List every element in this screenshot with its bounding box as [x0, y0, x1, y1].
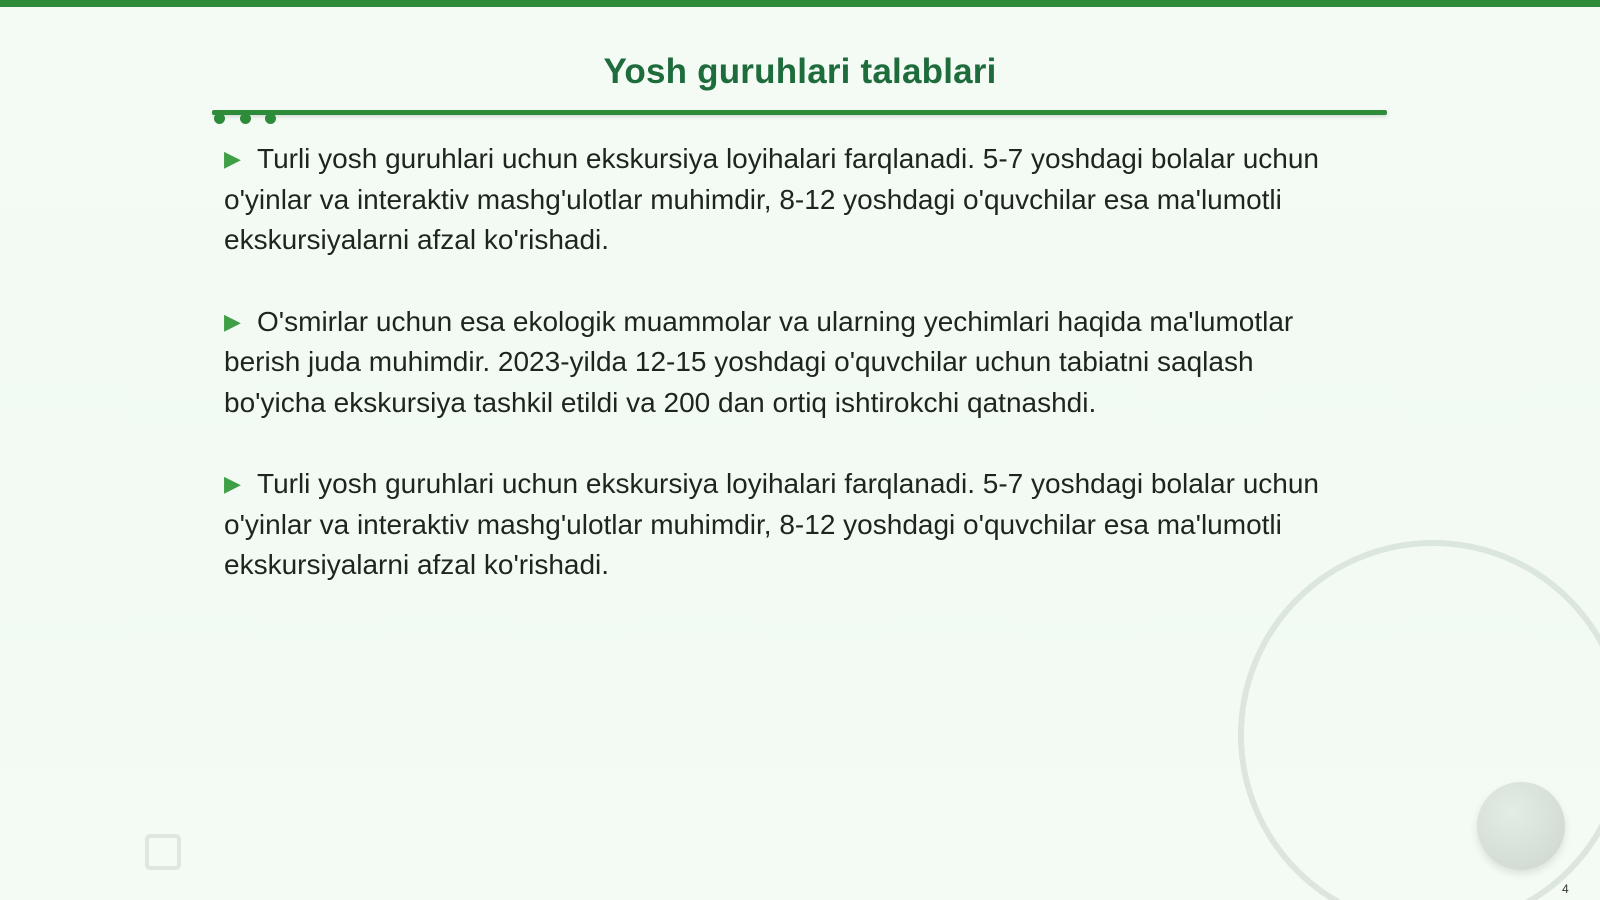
bullet-arrow-icon: ▶ [224, 308, 241, 334]
top-accent-bar [0, 0, 1600, 7]
bullet-text: Turli yosh guruhlari uchun ekskursiya loyihalari farqlanadi. 5-7 yoshdagi bolalar uchun o'yinlar va interaktiv mashg'ulotlar muhimdir, 8-12 yoshdagi o'quvchilar esa ma'lumotli ekskursiyalarni afzal ko'rishadi. [224, 143, 1319, 255]
bullet-paragraph [224, 139, 1344, 261]
bullet-text: O'smirlar uchun esa ekologik muammolar va ularning yechimlari haqida ma'lumotlar berish juda muhimdir. 2023-yilda 12-15 yoshdagi o'quvchilar uchun tabiatni saqlash bo'yicha ekskursiya tashkil etildi va 200 dan ortiq ishtirokchi qatnashdi. [224, 305, 1294, 418]
bullet-text: Turli yosh guruhlari uchun ekskursiya loyihalari farqlanadi. 5-7 yoshdagi bolalar uchun o'yinlar va interaktiv mashg'ulotlar muhimdir, 8-12 yoshdagi o'quvchilar esa ma'lumotli ekskursiyalarni afzal ko'rishadi. [224, 468, 1319, 580]
decorative-dot [265, 113, 276, 124]
bullet-list [224, 139, 1344, 627]
decorative-dot [214, 113, 225, 124]
page-number: 4 [1562, 882, 1569, 896]
title-underline [212, 110, 1387, 115]
decorative-dot [240, 113, 251, 124]
bullet-paragraph [224, 302, 1344, 424]
bullet-arrow-icon: ▶ [224, 471, 241, 496]
bullet-arrow-icon: ▶ [224, 146, 241, 171]
bullet-paragraph [224, 464, 1344, 586]
decorative-square [145, 834, 181, 870]
decorative-circle [1477, 782, 1565, 870]
slide-title: Yosh guruhlari talablari [603, 52, 997, 91]
